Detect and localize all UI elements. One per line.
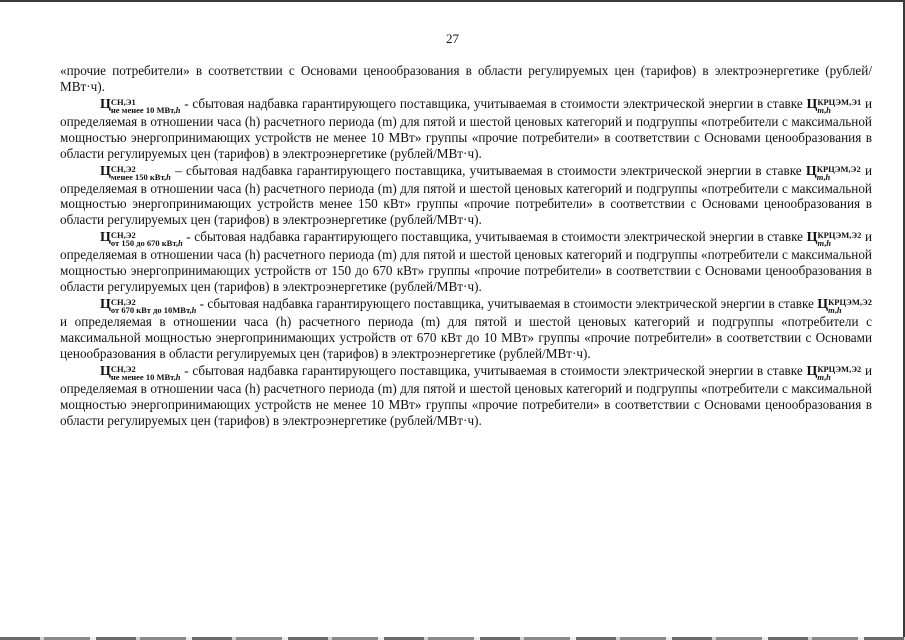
symbol-subscript: от 150 до 670 кВт,h: [110, 238, 183, 249]
definition-text-b: и определяемая в отношении часа (h) расчетного периода (m) для пятой и шестой ценовых категорий и подгруппы «потребители с максимальной мощностью энергопринимающих устройств менее 150 кВт» группы «прочие потребители» в соответствии с Основами ценообразования в области регулируемых цен (тарифов) в электроэнергетике (рублей/МВт·ч).: [60, 162, 873, 228]
symbol-superscript: СН,Э2: [110, 363, 136, 374]
rate-symbol: Ц КРЦЭМ,Э2 m,h: [817, 296, 872, 315]
rate-subscript: m,h: [828, 304, 842, 315]
rate-superscript: КРЦЭМ,Э1: [817, 96, 862, 107]
definition-paragraph: [60, 363, 872, 429]
markup-symbol: Ц СН,Э2 не менее 10 МВт,h: [100, 363, 181, 382]
intro-paragraph: «прочие потребители» в соответствии с Основами ценообразования в области регулируемых цен (тарифов) в электроэнергетике (рублей/МВт·ч).: [60, 63, 872, 94]
rate-superscript: КРЦЭМ,Э2: [816, 163, 861, 174]
document-body: [60, 63, 872, 428]
rate-superscript: КРЦЭМ,Э2: [817, 363, 862, 374]
symbol-subscript: не менее 10 МВт,h: [110, 371, 181, 382]
page-number: 27: [446, 31, 459, 46]
rate-subscript: m,h: [817, 104, 831, 115]
definition-text-b: и определяемая в отношении часа (h) расчетного периода (m) для пятой и шестой ценовых категорий и подгруппы «потребители с максимальной мощностью энергопринимающих устройств не менее 10 МВт» группы «прочие потребители» в соответствии с Основами ценообразования в области регулируемых цен (тарифов) в электроэнергетике (рублей/МВт·ч).: [60, 362, 873, 428]
rate-symbol: Ц КРЦЭМ,Э2 m,h: [806, 363, 862, 382]
definition-text-a: - сбытовая надбавка гарантирующего поставщика, учитываемая в стоимости электрической энергии в ставке: [196, 295, 818, 311]
markup-symbol: Ц СН,Э2 от 670 кВт до 10МВт,h: [100, 296, 197, 315]
definition-paragraph: [60, 296, 872, 362]
symbol-superscript: СН,Э2: [110, 296, 136, 307]
rate-subscript: m,h: [816, 171, 831, 182]
symbol-superscript: СН,Э2: [110, 163, 136, 174]
rate-symbol: Ц КРЦЭМ,Э2 m,h: [805, 163, 861, 182]
definition-text-a: - сбытовая надбавка гарантирующего поставщика, учитываемая в стоимости электрической энергии в ставке: [182, 229, 807, 245]
definition-text-b: и определяемая в отношении часа (h) расчетного периода (m) для пятой и шестой ценовых категорий и подгруппы «потребители с максимальной мощностью энергопринимающих устройств от 670 кВт до 10 МВт» группы «прочие потребители» в соответствии с Основами ценообразования в области регулируемых цен (тарифов) в электроэнергетике (рублей/МВт·ч).: [60, 313, 872, 361]
definition-text-a: - сбытовая надбавка гарантирующего поставщика, учитываемая в стоимости электрической энергии в ставке: [180, 95, 807, 111]
symbol-subscript: от 670 кВт до 10МВт,h: [110, 304, 197, 315]
rate-symbol: Ц КРЦЭМ,Э2 m,h: [806, 230, 862, 249]
symbol-superscript: СН,Э2: [110, 230, 136, 241]
symbol-subscript: не менее 10 МВт,h: [110, 104, 181, 115]
markup-symbol: Ц СН,Э2 менее 150 кВт,h: [100, 163, 171, 182]
definition-text-b: и определяемая в отношении часа (h) расчетного периода (m) для пятой и шестой ценовых категорий и подгруппы «потребители с максимальной мощностью энергопринимающих устройств от 150 до 670 кВт» группы «прочие потребители» в соответствии с Основами ценообразования в области регулируемых цен (тарифов) в электроэнергетике (рублей/МВт·ч).: [60, 229, 873, 295]
rate-superscript: КРЦЭМ,Э2: [817, 230, 862, 241]
definition-text-a: - сбытовая надбавка гарантирующего поставщика, учитываемая в стоимости электрической энергии в ставке: [180, 362, 807, 378]
definition-paragraph: [60, 96, 872, 162]
markup-symbol: Ц СН,Э2 от 150 до 670 кВт,h: [100, 230, 183, 249]
symbol-subscript: менее 150 кВт,h: [110, 171, 171, 182]
scan-border-top: [0, 0, 905, 2]
rate-subscript: m,h: [817, 238, 831, 249]
symbol-superscript: СН,Э1: [110, 96, 136, 107]
definition-text-b: и определяемая в отношении часа (h) расчетного периода (m) для пятой и шестой ценовых категорий и подгруппы «потребители с максимальной мощностью энергопринимающих устройств не менее 10 МВт» группы «прочие потребители» в соответствии с Основами ценообразования в области регулируемых цен (тарифов) в электроэнергетике (рублей/МВт·ч).: [60, 95, 873, 161]
definition-paragraph: [60, 163, 872, 229]
definition-text-a: – сбытовая надбавка гарантирующего поставщика, учитываемая в стоимости электрической энергии в ставке: [170, 162, 806, 178]
rate-subscript: m,h: [817, 371, 831, 382]
rate-symbol: Ц КРЦЭМ,Э1 m,h: [806, 96, 862, 115]
definition-paragraph: [60, 229, 872, 295]
rate-superscript: КРЦЭМ,Э2: [828, 296, 872, 307]
markup-symbol: Ц СН,Э1 не менее 10 МВт,h: [100, 96, 181, 115]
